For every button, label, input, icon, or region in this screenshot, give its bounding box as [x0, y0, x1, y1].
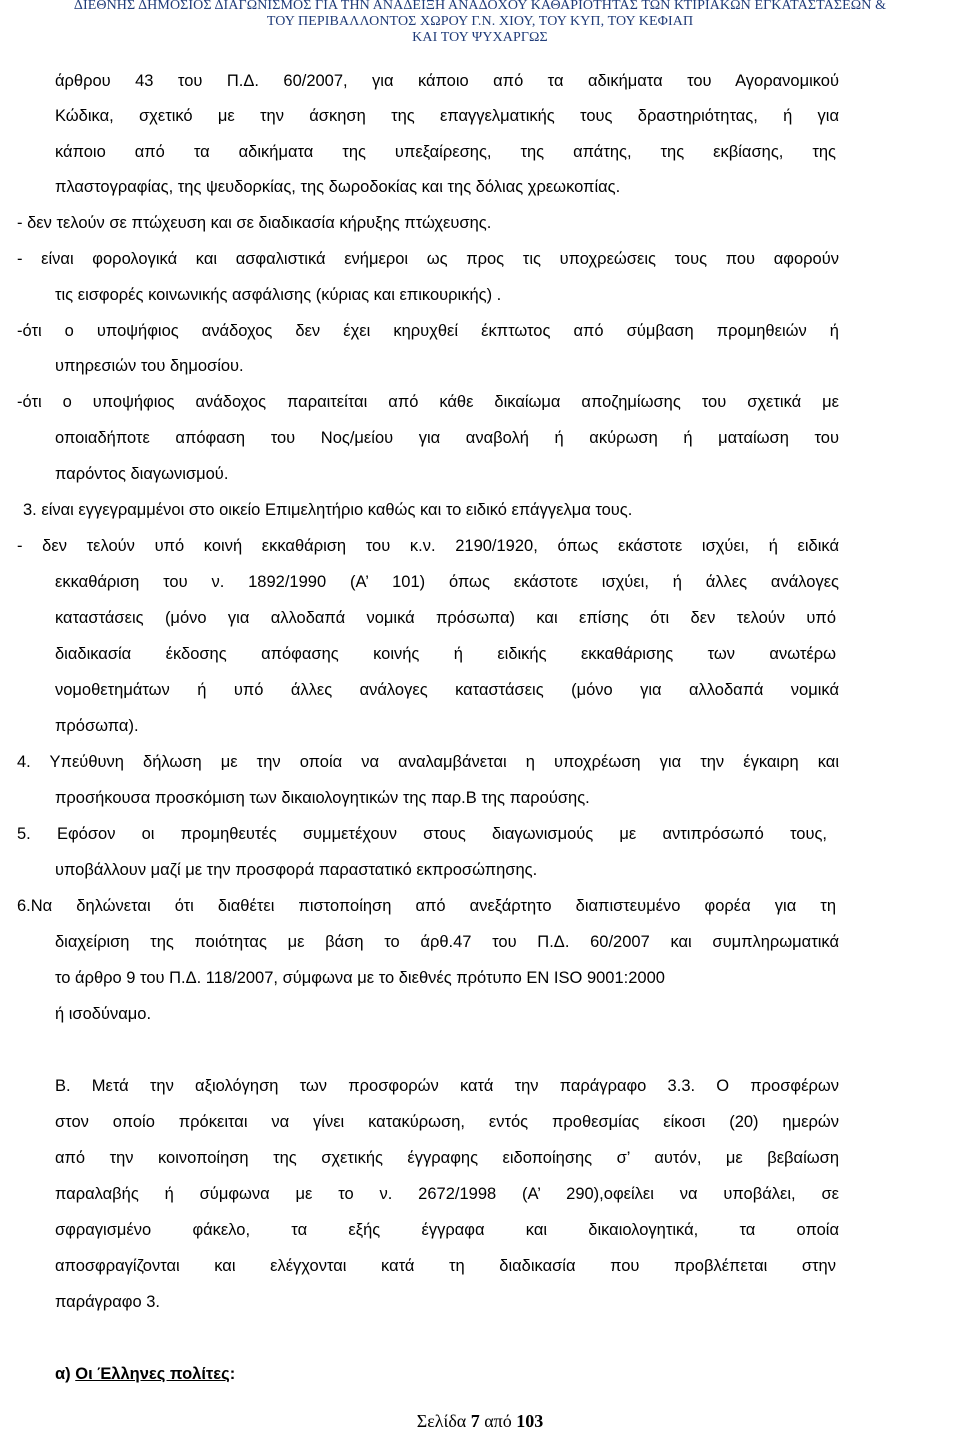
body-line: στον οποίο πρόκειται να γίνει κατακύρωση, εντός προθεσμίας είκοσι (20) ημερών	[55, 1113, 839, 1131]
body-line: υποβάλλουν μαζί με την προσφορά παραστατικό εκπροσώπησης.	[55, 861, 538, 879]
footer-sep: από	[484, 1411, 512, 1431]
body-line: πλαστογραφίας, της ψευδορκίας, της δωροδοκίας και της δόλιας χρεωκοπίας.	[55, 178, 621, 196]
body-line: - είναι φορολογικά και ασφαλιστικά ενήμεροι ως προς τις υποχρεώσεις τους που αφορούν	[17, 250, 839, 268]
body-line: παράγραφο 3.	[55, 1293, 161, 1311]
subheading-suffix: :	[229, 1365, 236, 1383]
body-line: υπηρεσιών του δημοσίου.	[55, 357, 244, 375]
body-line: παρόντος διαγωνισμού.	[55, 465, 229, 483]
body-line: 6.Να δηλώνεται ότι διαθέτει πιστοποίηση από ανεξάρτητο διαπιστευμένο φορέα για τη	[17, 897, 836, 915]
header-line-2: ΤΟΥ ΠΕΡΙΒΑΛΛΟΝΤΟΣ ΧΩΡΟΥ Γ.Ν. ΧΙΟΥ, ΤΟΥ ΚΥΠ, ΤΟΥ ΚΕΦΙΑΠ	[266, 14, 694, 29]
page-footer	[0, 1411, 960, 1432]
footer-total-pages: 103	[516, 1411, 544, 1431]
subheading-prefix: α)	[55, 1365, 76, 1383]
body-line: 5. Εφόσον οι προμηθευτές συμμετέχουν στους διαγωνισμούς με αντιπρόσωπό τους,	[17, 825, 827, 843]
subheading-title: Οι Έλληνες πολίτες	[75, 1365, 230, 1383]
body-line: -ότι ο υποψήφιος ανάδοχος παραιτείται από κάθε δικαίωμα αποζημίωσης του σχετικά με	[17, 393, 839, 411]
body-line: -ότι ο υποψήφιος ανάδοχος δεν έχει κηρυχθεί έκπτωτος από σύμβαση προμηθειών ή	[17, 322, 839, 340]
body-line: ή ισοδύναμο.	[55, 1005, 152, 1023]
body-line: διαχείριση της ποιότητας με βάση το άρθ.47 του Π.Δ. 60/2007 και συμπληρωματικά	[55, 933, 839, 951]
body-line: άρθρου 43 του Π.Δ. 60/2007, για κάποιο από τα αδικήματα του Αγορανομικού	[55, 72, 839, 90]
body-line: τις εισφορές κοινωνικής ασφάλισης (κύριας και επικουρικής) .	[55, 286, 502, 304]
body-line: 3. είναι εγγεγραμμένοι στο οικείο Επιμελητήριο καθώς και το ειδικό επάγγελμα τους.	[23, 501, 633, 519]
body-line: παραλαβής ή σύμφωνα με το ν. 2672/1998 (Α’ 290),οφείλει να υποβάλει, σε	[55, 1185, 839, 1203]
body-line: αποσφραγίζονται και ελέγχονται κατά τη διαδικασία που προβλέπεται στην	[55, 1257, 836, 1275]
footer-current-page: 7	[470, 1411, 480, 1431]
header-line-1: ΔΙΕΘΝΗΣ ΔΗΜΟΣΙΟΣ ΔΙΑΓΩΝΙΣΜΟΣ ΓΙΑ ΤΗΝ ΑΝΑΔΕΙΞΗ ΑΝΑΔΟΧΟΥ ΚΑΘΑΡΙΟΤΗΤΑΣ ΤΩΝ ΚΤΙΡΙΑΚΩΝ ΕΓΚΑΤΑΣΤΑΣΕΩΝ &	[73, 0, 887, 13]
body-line: πρόσωπα).	[55, 717, 139, 735]
body-line: νομοθετημάτων ή υπό άλλες ανάλογες καταστάσεις (μόνο για αλλοδαπά νομικά	[55, 681, 839, 699]
body-line: εκκαθάριση του ν. 1892/1990 (Α’ 101) όπως εκάστοτε ισχύει, ή άλλες ανάλογες	[55, 573, 839, 591]
body-line: Β. Μετά την αξιολόγηση των προσφορών κατά την παράγραφο 3.3. Ο προσφέρων	[55, 1077, 839, 1095]
body-line: οποιαδήποτε απόφαση του Νος/μείου για αναβολή ή ακύρωση ή ματαίωση του	[55, 429, 839, 447]
body-line: - δεν τελούν σε πτώχευση και σε διαδικασία κήρυξης πτώχευσης.	[17, 214, 492, 232]
body-line: προσήκουσα προσκόμιση των δικαιολογητικών της παρ.Β της παρούσης.	[55, 789, 590, 807]
body-line: - δεν τελούν υπό κοινή εκκαθάριση του κ.ν. 2190/1920, όπως εκάστοτε ισχύει, ή ειδικά	[17, 537, 839, 555]
body-line: από την κοινοποίηση της σχετικής έγγραφης ειδοποίησης σ’ αυτόν, με βεβαίωση	[55, 1149, 839, 1167]
document-header	[0, 0, 960, 46]
footer-label: Σελίδα	[416, 1411, 467, 1431]
body-line: κάποιο από τα αδικήματα της υπεξαίρεσης, της απάτης, της εκβίασης, της	[55, 143, 836, 161]
body-line: 4. Υπεύθυνη δήλωση με την οποία να αναλαμβάνεται η υποχρέωση για την έγκαιρη και	[17, 753, 839, 771]
body-line: το άρθρο 9 του Π.Δ. 118/2007, σύμφωνα με το διεθνές πρότυπο EN ISO 9001:2000	[55, 969, 665, 987]
section-subheading	[55, 1365, 235, 1384]
body-line: σφραγισμένο φάκελο, τα εξής έγγραφα και δικαιολογητικά, τα οποία	[55, 1221, 839, 1239]
header-line-3: ΚΑΙ ΤΟΥ ΨΥΧΑΡΓΩΣ	[412, 30, 548, 45]
body-line: Κώδικα, σχετικό με την άσκηση της επαγγελματικής τους δραστηριότητας, ή για	[55, 107, 839, 125]
body-line: διαδικασία έκδοσης απόφασης κοινής ή ειδικής εκκαθάρισης των ανωτέρω	[55, 645, 836, 663]
body-line: καταστάσεις (μόνο για αλλοδαπά νομικά πρόσωπα) και επίσης ότι δεν τελούν υπό	[55, 609, 836, 627]
